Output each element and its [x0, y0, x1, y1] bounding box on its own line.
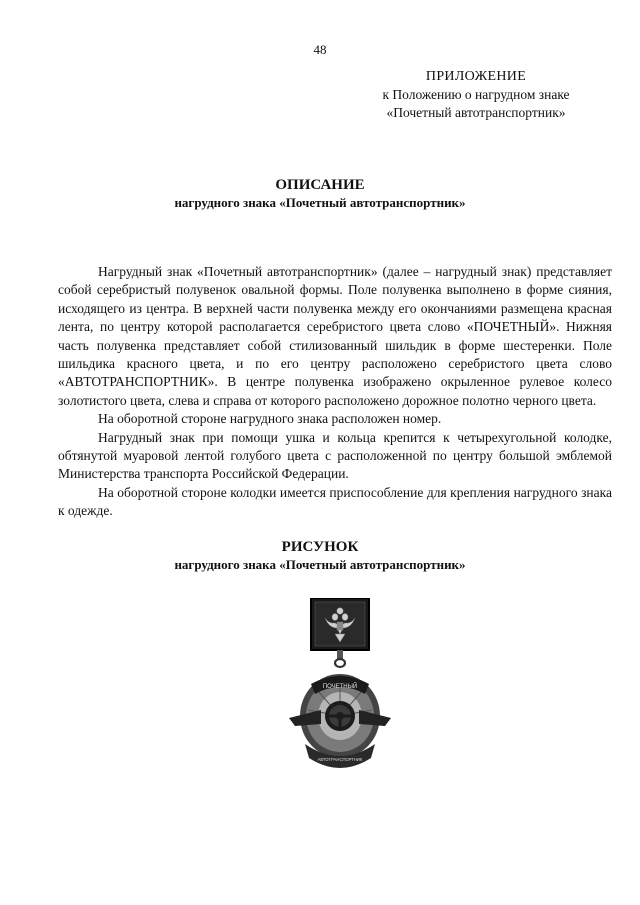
appendix-line-2: «Почетный автотранспортник» — [386, 105, 566, 120]
ribbon-text: ПОЧЕТНЫЙ — [322, 684, 358, 690]
appendix-block — [346, 68, 606, 122]
description-heading — [0, 176, 640, 212]
page-number: 48 — [313, 42, 327, 57]
shield-text: АВТОТРАНСПОРТНИК — [317, 757, 363, 762]
description-title: ОПИСАНИЕ — [275, 177, 365, 193]
figure-heading — [0, 538, 640, 574]
appendix-title: ПРИЛОЖЕНИЕ — [425, 69, 527, 84]
figure-title: РИСУНОК — [281, 539, 359, 555]
figure-subtitle: нагрудного знака «Почетный автотранспортник» — [174, 557, 466, 572]
paragraph-4: На оборотной стороне колодки имеется приспособление для крепления нагрудного знака к одежде. — [58, 484, 612, 519]
paragraph-1: Нагрудный знак «Почетный автотранспортник» (далее – нагрудный знак) представляет собой серебристый полувенок овальной формы. Поле полувенка выполнено в форме сияния, исходящего из центра. В верхней части полувенка между его окончаниями размещена красная лента, по центру которой располагается серебристого цвета слово «ПОЧЕТНЫЙ». Нижняя часть полувенка представляет собой стилизованный шильдик в форме шестеренки. Поле шильдика красного цвета, и по его центру расположено серебристого цвета слово «АВТОТРАНСПОРТНИК». В центре полувенка изображено окрыленное рулевое колесо золотистого цвета, слева и справа от которого расположено дорожное полотно черного цвета. — [58, 264, 612, 408]
badge-ring — [335, 659, 345, 667]
badge-svg — [285, 598, 395, 774]
badge-image — [285, 598, 395, 774]
paragraph-3: Нагрудный знак при помощи ушка и кольца крепится к четырехугольной колодке, обтянутой муаровой лентой голубого цвета с расположенной по центру большой эмблемой Министерства транспорта Российской Федерации. — [58, 429, 612, 482]
badge-ear — [337, 650, 343, 659]
description-subtitle: нагрудного знака «Почетный автотранспортник» — [174, 195, 466, 210]
appendix-line-1: к Положению о нагрудном знаке — [382, 87, 570, 102]
paragraph-2: На оборотной стороне нагрудного знака расположен номер. — [98, 411, 442, 427]
steering-wheel-icon — [325, 701, 355, 731]
description-body — [58, 263, 612, 521]
